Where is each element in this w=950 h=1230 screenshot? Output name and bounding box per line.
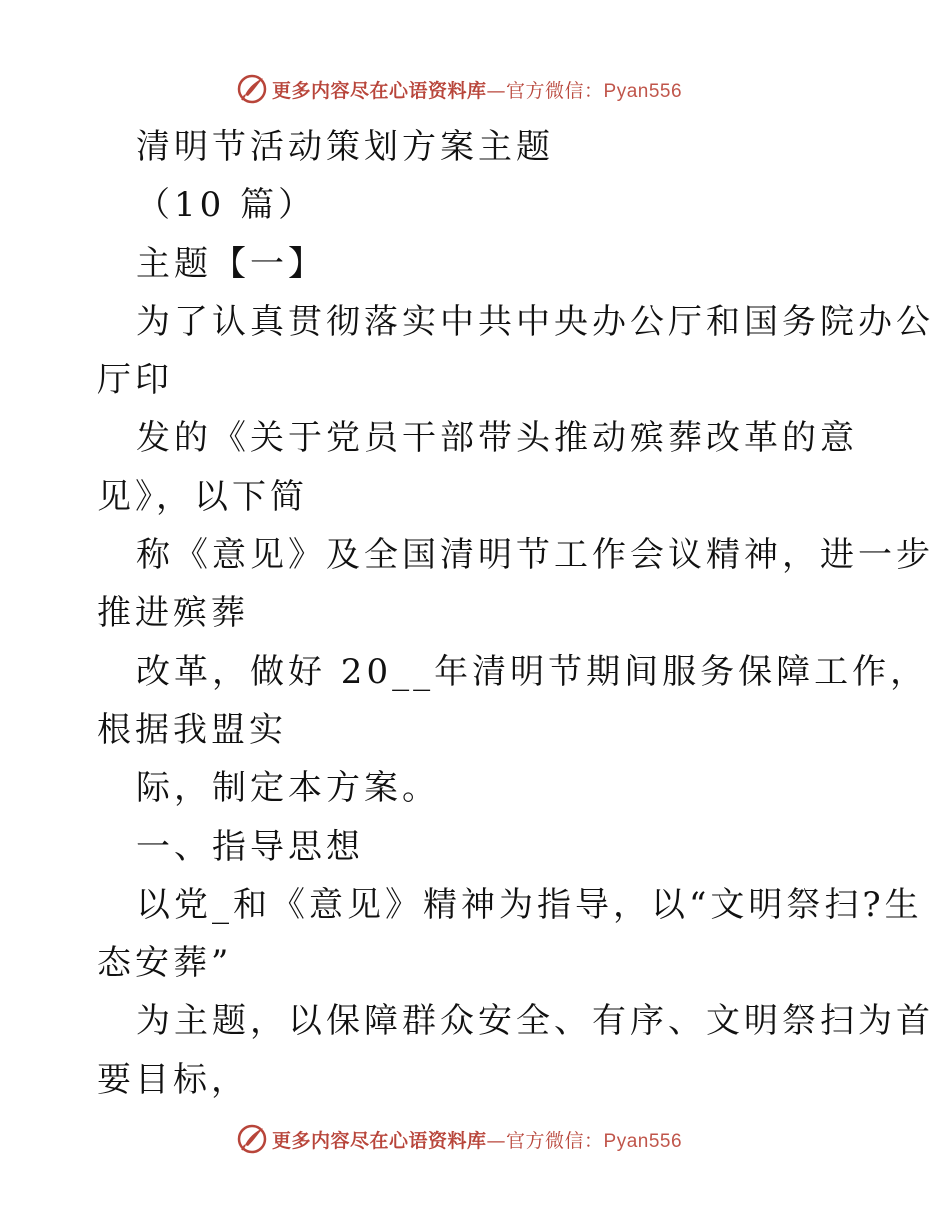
text-line: 根据我盟实 — [97, 709, 287, 750]
banner-main-text: 更多内容尽在心语资料库 — [272, 1129, 487, 1152]
header-banner — [236, 72, 716, 106]
text-line: 为主题，以保障群众安全、有序、文明祭扫为首 — [136, 1001, 934, 1042]
text-line: 清明节活动策划方案主题 — [136, 127, 554, 167]
banner-wechat-label: 官方微信： — [506, 1129, 604, 1152]
text-line: （10 篇） — [136, 185, 317, 226]
text-line: 态安葬” — [97, 943, 233, 984]
text-line: 一、指导思想 — [136, 826, 364, 867]
banner-main-text: 更多内容尽在心语资料库 — [272, 79, 487, 102]
banner-wechat-id: Pyan556 — [603, 80, 683, 102]
text-line: 主题【一】 — [136, 243, 326, 284]
text-line: 推进殡葬 — [97, 593, 249, 634]
text-line: 为了认真贯彻落实中共中央办公厅和国务院办公 — [136, 301, 934, 342]
quill-logo-icon — [236, 73, 268, 105]
quill-logo-icon — [236, 1123, 268, 1155]
text-line: 见》，以下简 — [97, 476, 308, 517]
banner-wechat-label: 官方微信： — [506, 79, 604, 102]
text-line: 改革，做好 20__年清明节期间服务保障工作， — [136, 651, 929, 692]
text-line: 以党_和《意见》精神为指导，以“文明祭扫?生 — [136, 884, 923, 925]
document-body — [97, 118, 934, 1109]
banner-dash: — — [486, 1129, 507, 1152]
text-line: 厅印 — [97, 360, 173, 401]
banner-wechat-id: Pyan556 — [603, 1130, 683, 1152]
footer-banner — [236, 1122, 716, 1156]
text-line: 发的《关于党员干部带头推动殡葬改革的意 — [136, 418, 858, 459]
text-line: 际，制定本方案。 — [136, 768, 440, 809]
text-line: 要目标， — [97, 1059, 249, 1100]
text-line: 称《意见》及全国清明节工作会议精神，进一步 — [136, 535, 934, 576]
banner-dash: — — [486, 79, 507, 102]
